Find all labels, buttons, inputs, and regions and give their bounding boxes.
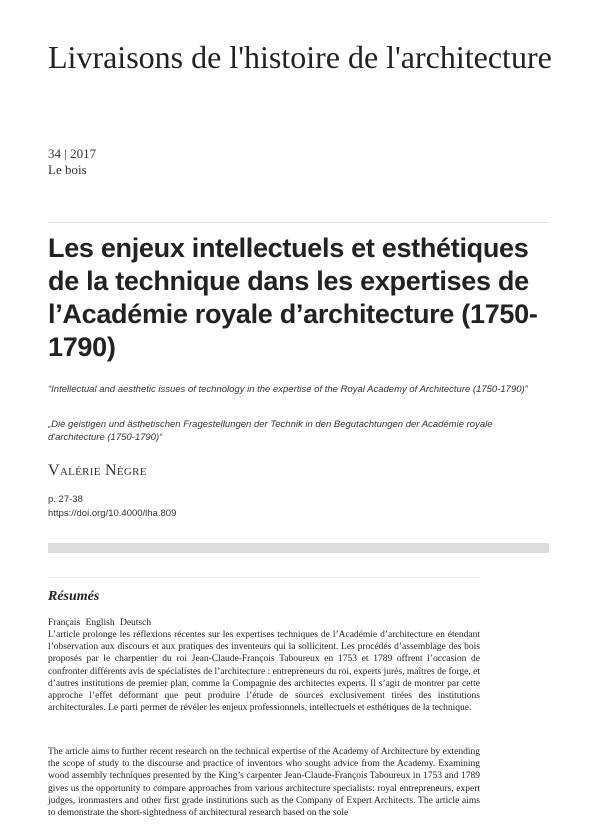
doi-link[interactable]: https://doi.org/10.4000/lha.809: [48, 508, 177, 519]
issue-number: 34 | 2017: [48, 146, 97, 161]
abstract-english: The article aims to further recent research on the technical expertise of the Academy of Architecture by extending the scope of study to the discourse and practice of inventors who sought advice from the Academy. Examining wood assembly techniques presented by the King’s carpenter Jean-Claude-François Taboureux in 1753 and 1789 gives us the opportunity to compare approaches from various architecture specialists: royal entrepreneurs, expert judges, ironmasters and other first grade institutions such as the Company of Expert Architects. The article aims to demonstrate the short-sightedness of architectural research based on the sole: [48, 747, 480, 819]
issue-theme: Le bois: [48, 162, 87, 177]
divider: [48, 222, 549, 223]
article-title-english: “Intellectual and aesthetic issues of technology in the expertise of the Royal Academy of Architecture (1750-1790)”: [48, 384, 528, 395]
abstract-french: L’article prolonge les réflexions récentes sur les expertises techniques de l’Académie d’architecture en étendant l’observation aux discours et aux pratiques des inventeurs qui la sollicitent. Les procédés d’assemblage des bois proposés par le charpentier du roi Jean-Claude-François Taboureux en 1753 et 1789 offrent l’occasion de confronter différents avis de spécialistes de l’architecture : entrepreneurs du roi, experts jurés, maîtres de forge, et d’autres institutions de premier plan, comme la Compagnie des architectes experts. Il s’agit de montrer par cette approche l’effet déformant que peut produire l’étude de sources exclusivement tirées des institutions architecturales. Le parti permet de révéler les enjeux professionnels, intellectuels et esthétiques de la technique.: [48, 630, 480, 714]
language-link-french[interactable]: Français: [48, 618, 81, 628]
citation-info: [48, 493, 176, 521]
language-link-german[interactable]: Deutsch: [119, 618, 152, 628]
section-separator-band: [48, 543, 549, 553]
author-name[interactable]: Valérie Nègre: [48, 462, 147, 479]
article-title: Les enjeux intellectuels et esthétiques de la technique dans les expertises de l’Académie royale d’architecture (1750-1790): [48, 233, 538, 362]
divider: [48, 577, 480, 578]
language-link-english[interactable]: English: [85, 618, 115, 628]
article-title-german: „Die geistigen und ästhetischen Fragestellungen der Technik in den Begutachtungen der Académie royale d'architecture (1750-1790)“: [48, 419, 493, 443]
journal-title: Livraisons de l'histoire de l'architecture: [48, 39, 552, 75]
issue-info: [48, 146, 96, 178]
language-switcher: [48, 617, 154, 629]
page-range: p. 27-38: [48, 494, 83, 505]
abstracts-heading: Résumés: [48, 589, 100, 604]
